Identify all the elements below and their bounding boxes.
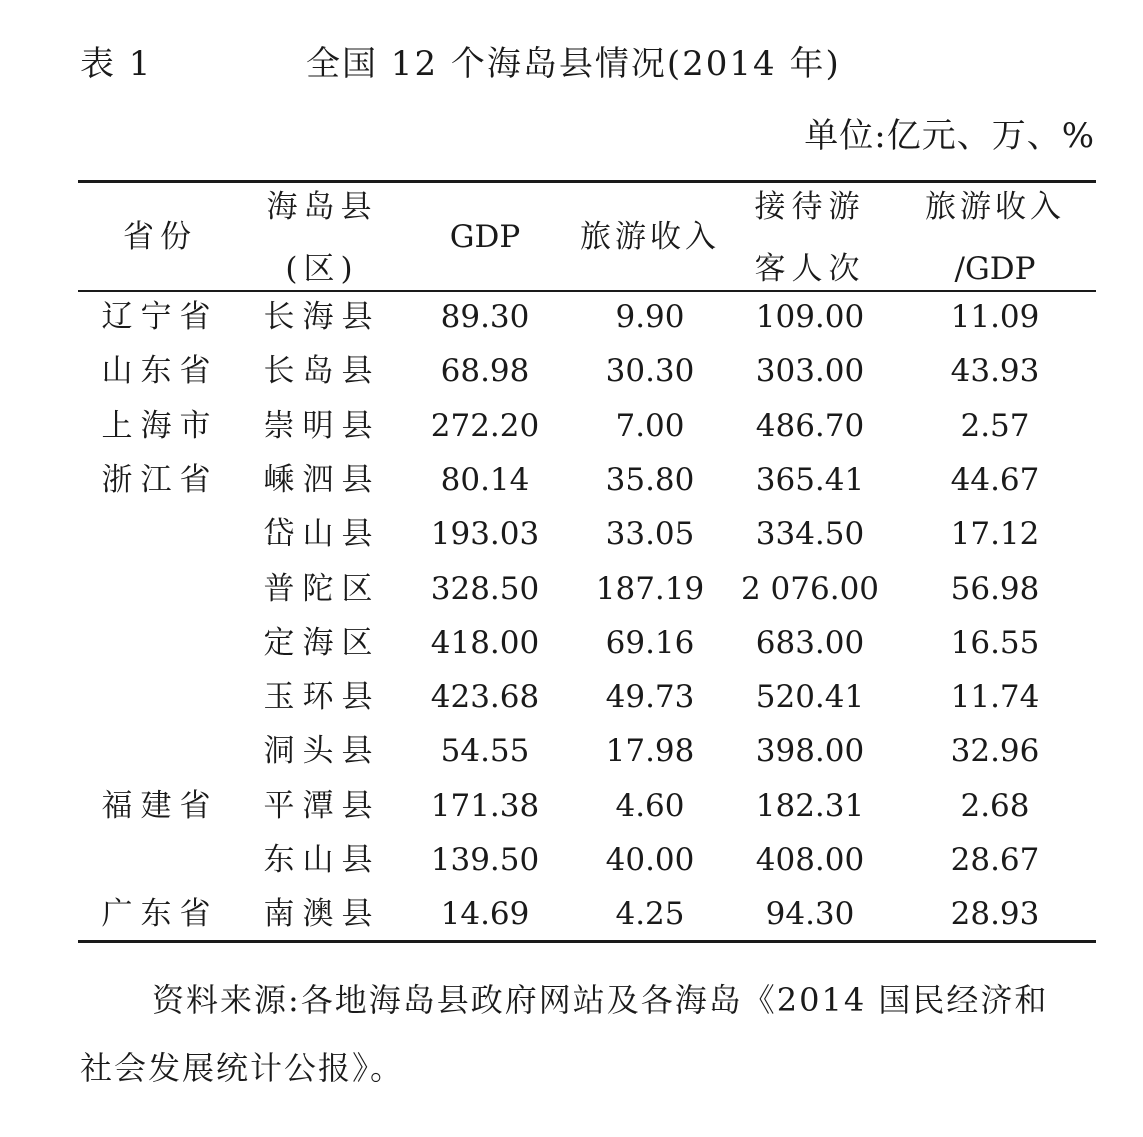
cell-tourism-income: 7.00	[615, 407, 685, 444]
cell-county: 玉环县	[263, 679, 381, 716]
cell-ratio: 43.93	[950, 353, 1040, 390]
table-label: 表 1	[80, 44, 153, 84]
cell-province: 浙江省	[101, 461, 219, 498]
cell-tourism-income: 40.00	[605, 842, 695, 878]
header-tourism-income: 旅游收入	[580, 219, 720, 255]
table-title: 全国 12 个海岛县情况(2014 年)	[306, 44, 841, 84]
header-ratio-line1: 旅游收入	[925, 189, 1065, 225]
cell-ratio: 17.12	[950, 516, 1040, 553]
cell-province: 辽宁省	[101, 299, 219, 335]
header-county-line2: (区)	[285, 251, 359, 287]
cell-gdp: 68.98	[440, 353, 530, 390]
cell-visitors: 486.70	[755, 407, 865, 444]
cell-ratio: 11.74	[950, 679, 1040, 716]
cell-gdp: 139.50	[430, 842, 540, 878]
source-line-1: 资料来源:各地海岛县政府网站及各海岛《2014 国民经济和	[152, 981, 1049, 1019]
cell-visitors: 94.30	[765, 896, 855, 933]
cell-ratio: 32.96	[950, 733, 1040, 770]
cell-county: 岱山县	[263, 516, 381, 553]
cell-ratio: 28.93	[950, 896, 1040, 933]
cell-visitors: 334.50	[755, 516, 865, 553]
cell-gdp: 80.14	[440, 461, 530, 498]
header-province: 省份	[123, 219, 197, 255]
cell-ratio: 56.98	[950, 570, 1040, 607]
cell-county: 南澳县	[263, 896, 381, 933]
cell-gdp: 423.68	[430, 679, 540, 716]
header-county	[252, 176, 392, 300]
cell-tourism-income: 187.19	[595, 570, 705, 607]
cell-ratio: 11.09	[950, 299, 1040, 335]
cell-visitors: 520.41	[755, 679, 865, 716]
cell-gdp: 193.03	[430, 516, 540, 553]
cell-ratio: 16.55	[950, 624, 1040, 661]
cell-county: 定海区	[263, 624, 381, 661]
cell-gdp: 89.30	[440, 299, 530, 335]
source-line-2: 社会发展统计公报》。	[80, 1049, 405, 1087]
cell-visitors: 109.00	[755, 299, 865, 335]
cell-province: 上海市	[101, 407, 219, 444]
cell-tourism-income: 4.60	[615, 787, 685, 824]
cell-gdp: 54.55	[440, 733, 530, 770]
cell-gdp: 171.38	[430, 787, 540, 824]
cell-visitors: 182.31	[755, 787, 865, 824]
cell-county: 长岛县	[263, 353, 381, 390]
header-county-line1: 海岛县	[266, 189, 378, 225]
cell-county: 普陀区	[263, 570, 381, 607]
cell-ratio: 2.57	[960, 407, 1030, 444]
cell-gdp: 418.00	[430, 624, 540, 661]
header-ratio-line2: /GDP	[954, 251, 1036, 287]
cell-ratio: 28.67	[950, 842, 1040, 878]
cell-gdp: 272.20	[430, 407, 540, 444]
cell-tourism-income: 49.73	[605, 679, 695, 716]
cell-gdp: 14.69	[440, 896, 530, 933]
header-ratio	[910, 176, 1080, 300]
table-caption	[80, 30, 1100, 90]
cell-ratio: 2.68	[960, 787, 1030, 824]
cell-county: 东山县	[263, 842, 381, 878]
cell-tourism-income: 30.30	[605, 353, 695, 390]
cell-province: 福建省	[101, 787, 219, 824]
cell-tourism-income: 33.05	[605, 516, 695, 553]
cell-tourism-income: 9.90	[615, 299, 685, 335]
cell-tourism-income: 4.25	[615, 896, 685, 933]
source-note	[80, 966, 1100, 1102]
header-visitors-line2: 客人次	[754, 251, 866, 287]
cell-tourism-income: 35.80	[605, 461, 695, 498]
cell-tourism-income: 17.98	[605, 733, 695, 770]
unit-note: 单位:亿元、万、%	[804, 116, 1095, 156]
cell-visitors: 683.00	[755, 624, 865, 661]
cell-visitors: 303.00	[755, 353, 865, 390]
cell-gdp: 328.50	[430, 570, 540, 607]
cell-visitors: 408.00	[755, 842, 865, 878]
cell-ratio: 44.67	[950, 461, 1040, 498]
cell-county: 洞头县	[263, 733, 381, 770]
cell-visitors: 365.41	[755, 461, 865, 498]
cell-county: 长海县	[263, 299, 381, 335]
cell-province: 山东省	[101, 353, 219, 390]
cell-tourism-income: 69.16	[605, 624, 695, 661]
table-bottom-rule	[78, 940, 1096, 943]
cell-visitors: 2 076.00	[740, 570, 880, 607]
cell-county: 平潭县	[263, 787, 381, 824]
cell-visitors: 398.00	[755, 733, 865, 770]
cell-province: 广东省	[101, 896, 219, 933]
cell-county: 崇明县	[263, 407, 381, 444]
header-gdp: GDP	[449, 219, 521, 255]
header-visitors	[740, 176, 880, 300]
header-visitors-line1: 接待游	[754, 189, 866, 225]
cell-county: 嵊泗县	[263, 461, 381, 498]
